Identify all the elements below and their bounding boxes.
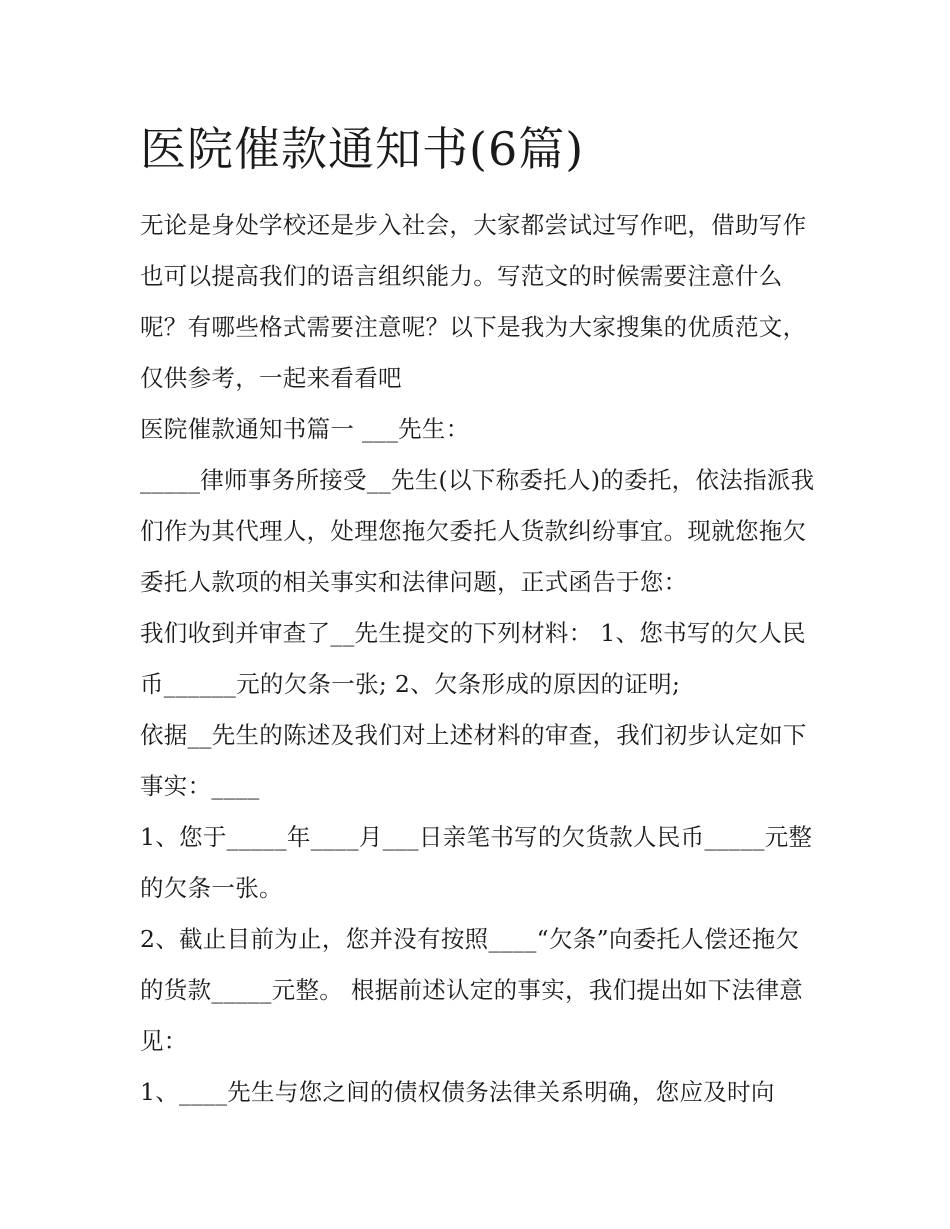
document-body <box>140 118 820 1118</box>
intro-paragraph: 无论是身处学校还是步入社会，大家都尝试过写作吧，借助写作也可以提高我们的语言组织能力。写范文的时候需要注意什么呢？有哪些格式需要注意呢？以下是我为大家搜集的优质范文，仅供参考，一起来看看吧 <box>140 211 807 392</box>
body-paragraph: 依据__先生的陈述及我们对上述材料的审查，我们初步认定如下事实：____ <box>140 721 807 800</box>
document-title: 医院催款通知书(6篇) <box>140 122 585 176</box>
body-paragraph: 我们收到并审查了__先生提交的下列材料： 1、您书写的欠人民币______元的欠条一张; 2、欠条形成的原因的证明; <box>140 619 806 698</box>
body-paragraph: 1、____先生与您之间的债权债务法律关系明确，您应及时向 <box>140 1078 775 1106</box>
body-paragraph: 2、截止目前为止，您并没有按照____“欠条”向委托人偿还拖欠的货款_____元整。 根据前述认定的事实，我们提出如下法律意见： <box>140 925 804 1055</box>
body-paragraph: 1、您于_____年____月___日亲笔书写的欠货款人民币_____元整的欠条一张。 <box>140 823 813 902</box>
body-paragraph: _____律师事务所接受__先生(以下称委托人)的委托，依法指派我们作为其代理人，处理您拖欠委托人货款纠纷事宜。现就您拖欠委托人款项的相关事实和法律问题，正式函告于您： <box>140 466 815 596</box>
section-heading-paragraph: 医院催款通知书篇一 ___先生： <box>140 415 470 443</box>
